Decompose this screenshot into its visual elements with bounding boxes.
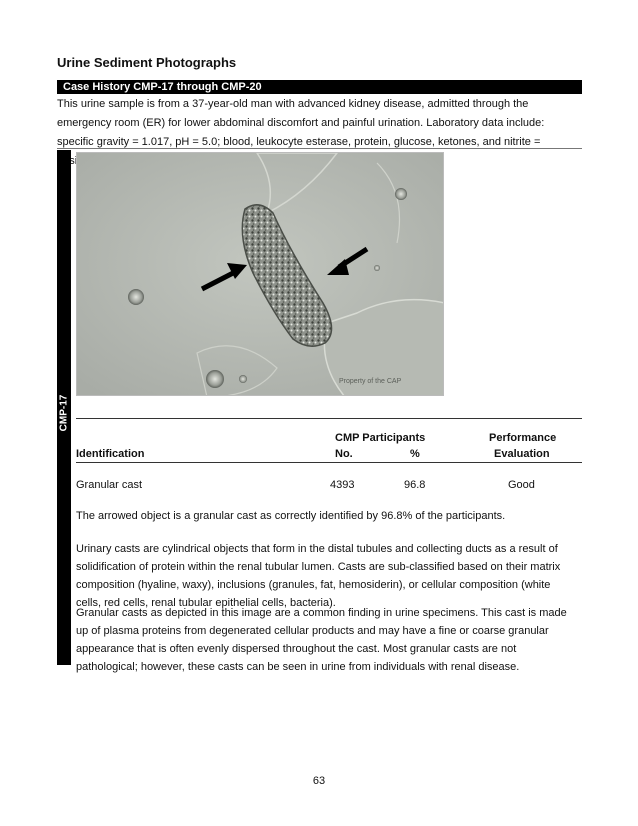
header-cmp-participants: CMP Participants: [335, 432, 426, 444]
paragraph-granular-casts: Granular casts as depicted in this image are a common finding in urine specimens. This cast is made up of plasma proteins from degenerated cellular products and may have a fine or coarse granular appearance that is often evenly dispersed throughout the cast. Most granular casts are not pathological; however, these casts can be seen in urine from individuals with renal disease.: [76, 607, 567, 673]
round-cell: [128, 289, 144, 305]
header-identification: Identification: [76, 448, 145, 460]
row-no: 4393: [330, 479, 355, 491]
micrograph-photo: [76, 152, 444, 396]
header-performance: Performance: [489, 432, 557, 444]
page-title: Urine Sediment Photographs: [57, 55, 237, 70]
intro-divider: [57, 148, 582, 149]
row-percent: 96.8: [404, 479, 426, 491]
table-top-rule: [76, 418, 582, 419]
side-label-text: CMP-17: [58, 394, 70, 432]
page-number: 63: [312, 775, 326, 787]
round-cell: [374, 265, 380, 271]
row-identification: Granular cast: [76, 479, 143, 491]
round-cell: [206, 370, 224, 388]
header-no: No.: [335, 448, 353, 460]
photo-watermark: Property of the CAP: [339, 378, 402, 385]
side-label: [57, 393, 71, 433]
table-header-rule: [76, 462, 582, 463]
round-cell: [395, 188, 407, 200]
micrograph-svg: [77, 153, 444, 396]
header-percent: %: [410, 448, 420, 460]
header-evaluation: Evaluation: [494, 448, 550, 460]
row-evaluation: Good: [508, 479, 535, 491]
case-history-bar: Case History CMP-17 through CMP-20: [57, 80, 582, 94]
intro-paragraph: This urine sample is from a 37-year-old man with advanced kidney disease, admitted through the emergency room (ER) for lower abdominal discomfort and painful urination. Laboratory data include: specific gravity = 1.017, pH = 5.0; blood, leukocyte esterase, protein, glucose, ketones, and nitrite =: [57, 98, 545, 148]
paragraph-result: The arrowed object is a granular cast as correctly identified by 96.8% of the participants.: [76, 510, 506, 522]
paragraph-urinary-casts: Urinary casts are cylindrical objects that form in the distal tubules and collecting ducts as a result of solidification of protein within the renal tubular lumen. Casts are sub-classified based on their matrix composition (hyaline, waxy), inclusions (granules, fat, hemosiderin), or cellular composition (white cells, red cells, renal tubular epithelial cells, bacteria).: [76, 543, 561, 609]
round-cell: [239, 375, 247, 383]
